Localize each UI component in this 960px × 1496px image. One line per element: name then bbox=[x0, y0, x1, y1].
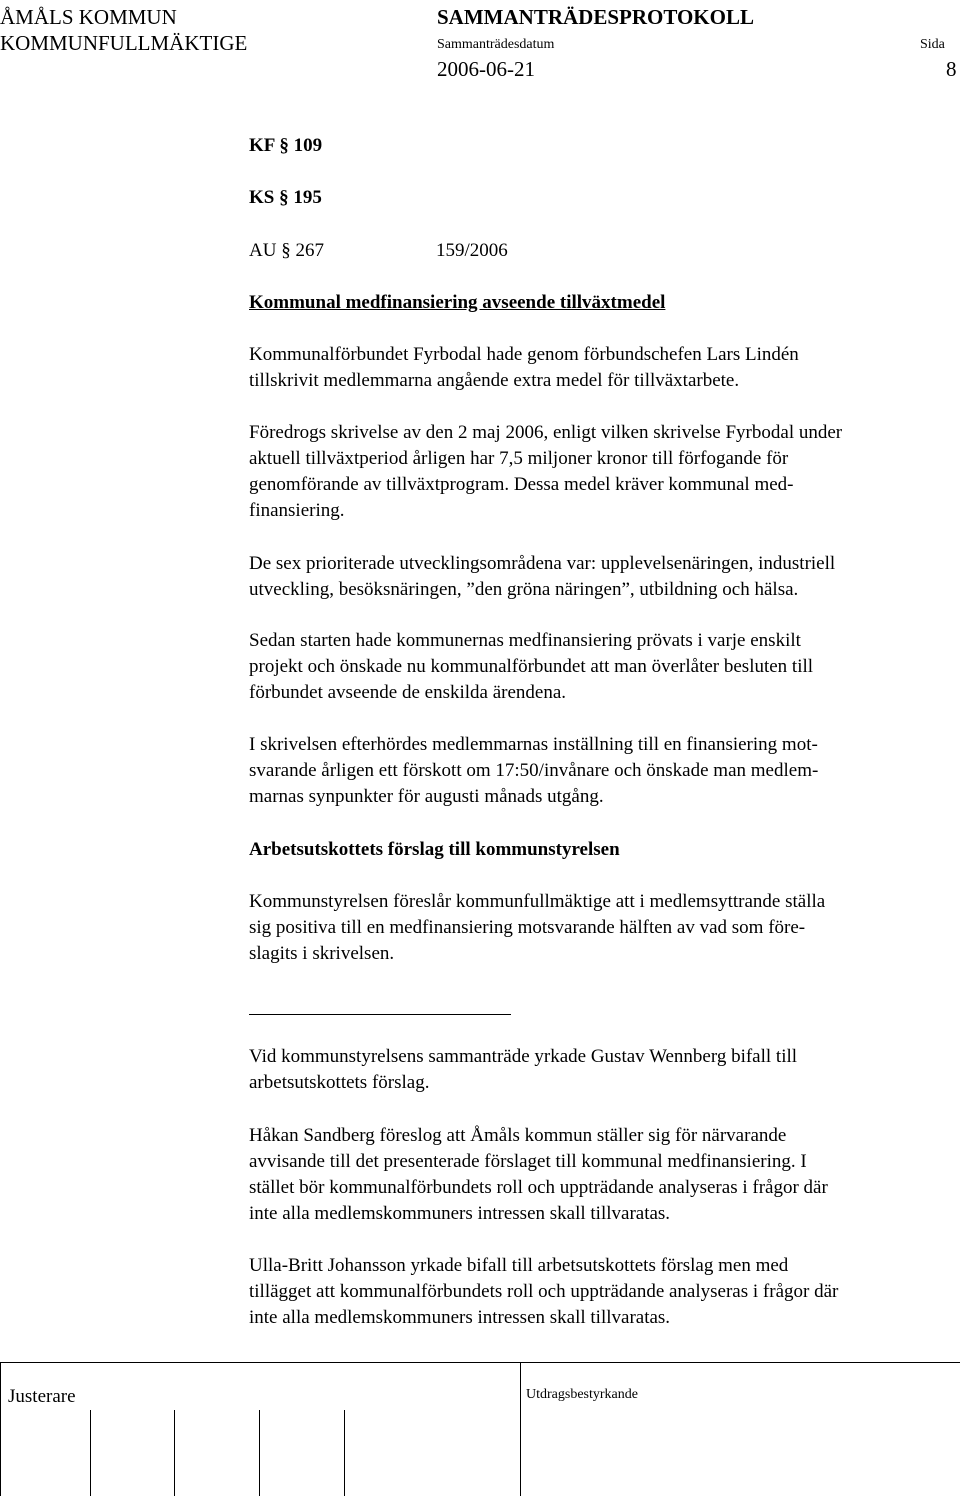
footer-divider bbox=[344, 1410, 345, 1496]
paragraph-line: tillägget att kommunalförbundets roll och uppträdande analyseras i frågor där bbox=[249, 1281, 839, 1302]
document-title: Kommunal medfinansiering avseende tillväxtmedel bbox=[249, 292, 666, 313]
paragraph-line: projekt och önskade nu kommunalförbundet att man överlåter besluten till bbox=[249, 656, 814, 677]
header-org: ÅMÅLS KOMMUN bbox=[0, 5, 177, 29]
ref-au-number: AU § 267 bbox=[249, 240, 324, 261]
paragraph-line: finansiering. bbox=[249, 500, 345, 521]
paragraph-line: arbetsutskottets förslag. bbox=[249, 1072, 430, 1093]
header-date: 2006-06-21 bbox=[437, 57, 535, 81]
paragraph-line: tillskrivit medlemmarna angående extra medel för tillväxtarbete. bbox=[249, 370, 740, 391]
paragraph bbox=[249, 1044, 959, 1096]
paragraph-line: Ulla-Britt Johansson yrkade bifall till arbetsutskottets förslag men med bbox=[249, 1255, 789, 1276]
paragraph bbox=[249, 732, 959, 810]
paragraph-line: genomförande av tillväxtprogram. Dessa medel kräver kommunal med- bbox=[249, 474, 794, 495]
paragraph-line: slagits i skrivelsen. bbox=[249, 943, 395, 964]
paragraph-line: Håkan Sandberg föreslog att Åmåls kommun ställer sig för närvarande bbox=[249, 1125, 787, 1146]
paragraph-line: marnas synpunkter för augusti månads utgång. bbox=[249, 786, 604, 807]
paragraph-line: Sedan starten hade kommunernas medfinansiering prövats i varje enskilt bbox=[249, 630, 801, 651]
ref-dnr: 159/2006 bbox=[436, 240, 508, 261]
paragraph-line: Kommunstyrelsen föreslår kommunfullmäktige att i medlemsyttrande ställa bbox=[249, 891, 826, 912]
paragraph bbox=[249, 551, 959, 603]
paragraph bbox=[249, 628, 959, 706]
footer-divider bbox=[520, 1362, 521, 1496]
paragraph bbox=[249, 342, 959, 394]
footer-rule bbox=[0, 1362, 960, 1363]
paragraph-line: förbundet avseende de enskilda ärendena. bbox=[249, 682, 567, 703]
section-subheading: Arbetsutskottets förslag till kommunstyrelsen bbox=[249, 839, 620, 860]
paragraph-line: sig positiva till en medfinansiering motsvarande hälften av vad som före- bbox=[249, 917, 806, 938]
footer-divider bbox=[174, 1410, 175, 1496]
footer-divider bbox=[90, 1410, 91, 1496]
ref-au bbox=[249, 238, 959, 264]
footer-justerare-label: Justerare bbox=[8, 1386, 76, 1407]
paragraph-line: Vid kommunstyrelsens sammanträde yrkade Gustav Wennberg bifall till bbox=[249, 1046, 798, 1067]
paragraph-line: I skrivelsen efterhördes medlemmarnas inställning till en finansiering mot- bbox=[249, 734, 818, 755]
paragraph-line: inte alla medlemskommuners intressen skall tillvaratas. bbox=[249, 1203, 671, 1224]
paragraph-line: utveckling, besöksnäringen, ”den gröna näringen”, utbildning och hälsa. bbox=[249, 579, 799, 600]
paragraph-line: inte alla medlemskommuners intressen skall tillvaratas. bbox=[249, 1307, 671, 1328]
paragraph-line: Kommunalförbundet Fyrbodal hade genom förbundschefen Lars Lindén bbox=[249, 344, 799, 365]
paragraph-line: stället bör kommunalförbundets roll och uppträdande analyseras i frågor där bbox=[249, 1177, 828, 1198]
ref-kf: KF § 109 bbox=[249, 135, 323, 156]
header-body: KOMMUNFULLMÄKTIGE bbox=[0, 31, 248, 55]
header-doc-type: SAMMANTRÄDESPROTOKOLL bbox=[437, 5, 754, 29]
header-page-number: 8 bbox=[946, 57, 957, 81]
proposal-paragraph bbox=[249, 889, 959, 967]
paragraph-line: svarande årligen ett förskott om 17:50/invånare och önskade man medlem- bbox=[249, 760, 819, 781]
header-page-label: Sida bbox=[920, 37, 945, 52]
ref-ks: KS § 195 bbox=[249, 187, 322, 208]
paragraph bbox=[249, 1123, 959, 1227]
paragraph-line: De sex prioriterade utvecklingsområdena var: upplevelsenäringen, industriell bbox=[249, 553, 836, 574]
paragraph-line: avvisande till det presenterade förslaget till kommunal medfinansiering. I bbox=[249, 1151, 807, 1172]
separator-line bbox=[249, 1014, 511, 1015]
header-date-label: Sammanträdesdatum bbox=[437, 37, 555, 52]
paragraph-line: Föredrogs skrivelse av den 2 maj 2006, enligt vilken skrivelse Fyrbodal under bbox=[249, 422, 843, 443]
footer-divider bbox=[0, 1362, 1, 1496]
paragraph bbox=[249, 420, 959, 524]
paragraph bbox=[249, 1253, 959, 1331]
footer-utdrag-label: Utdragsbestyrkande bbox=[526, 1387, 638, 1402]
paragraph-line: aktuell tillväxtperiod årligen har 7,5 miljoner kronor till förfogande för bbox=[249, 448, 789, 469]
footer-divider bbox=[259, 1410, 260, 1496]
